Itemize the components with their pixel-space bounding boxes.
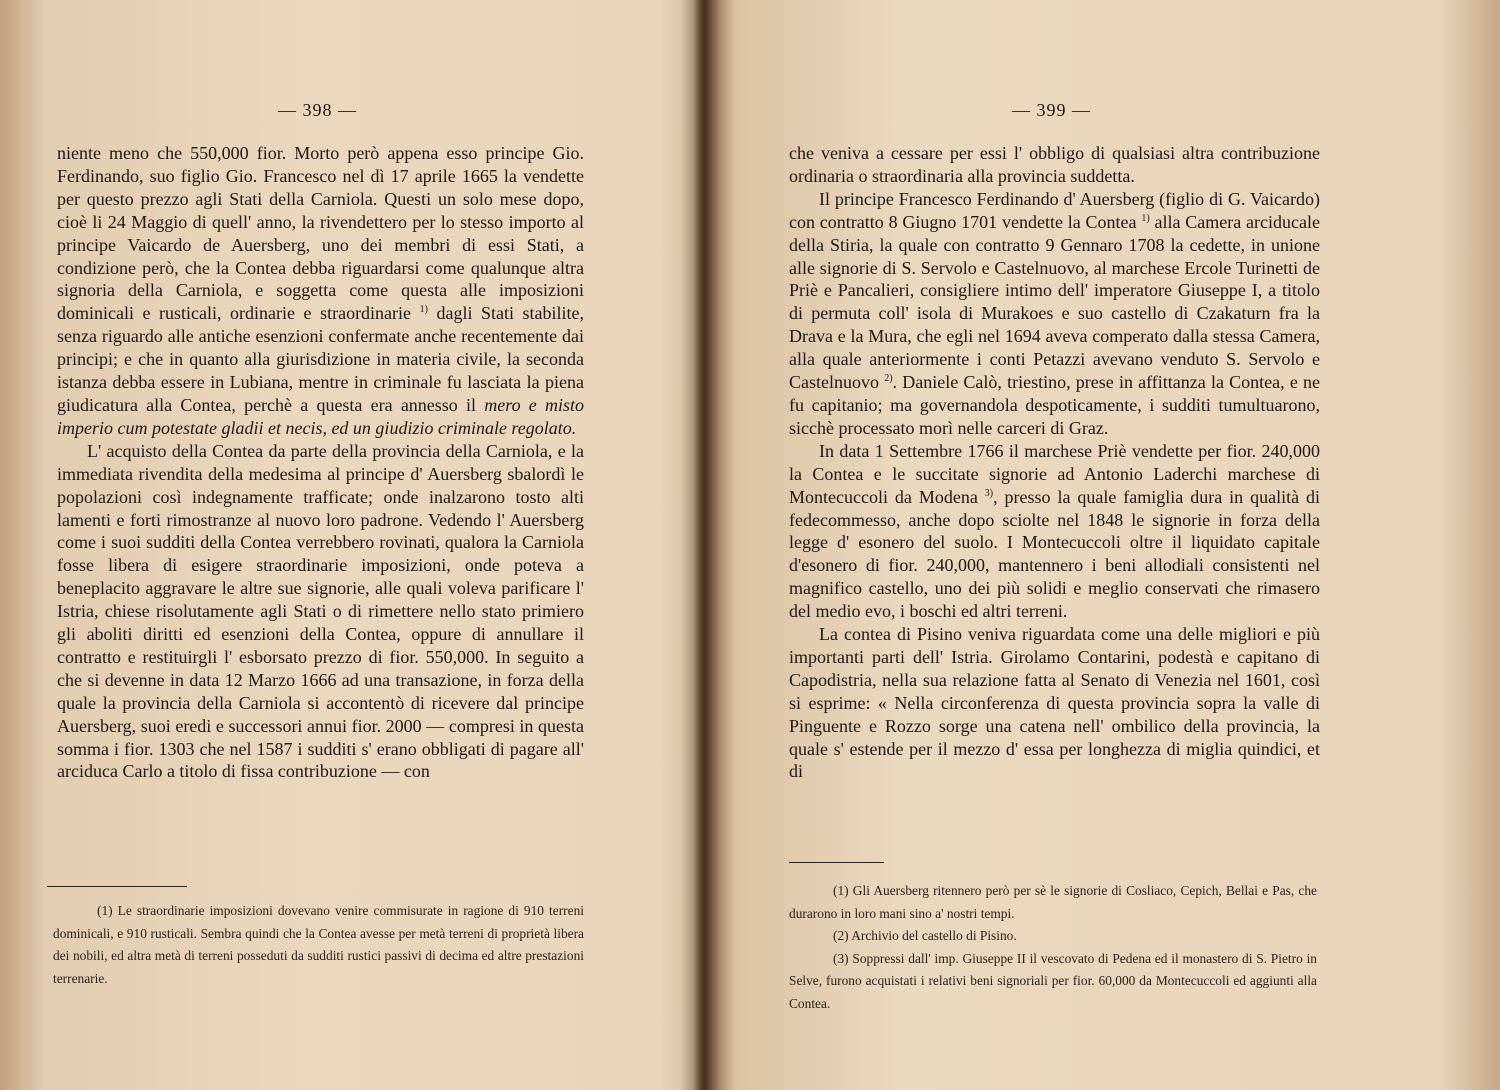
footnote-rule [789,862,884,863]
footnote-ref: 1) [1141,212,1150,224]
paragraph-text: . Daniele Calò, triestino, prese in affittanza la Contea, e ne fu capitanio; ma governandola despoticamente, i sudditi tumultuarono, sicchè processato morì nelle carceri di Graz. [789,372,1321,438]
page-number: — 399 — [1012,100,1091,120]
footnote-ref: 1) [419,304,428,316]
paragraph: L' acquisto della Contea da parte della provincia della Carniola, e la immediata rivendita della medesima al principe d' Auersberg sbalordì le popolazioni così indegnamente trafficate; onde inalzarono tosto alti lamenti e forti rimostranze al nuovo loro padrone. Vedendo l' Auersberg come i suoi sudditi della Contea verrebbero rovinati, qualora la Carniola fosse libera di esigere straordinarie imposizioni, onde poteva a beneplacito aggravare le altre sue signorie, alle quali voleva parificare l' Istria, chiese risolutamente agli Stati o di rimettere nello stato primiero gli aboliti diritti ed esenzioni della Contea, oppure di annullare il contratto e restituirgli l' esborsato prezzo di fior. 550,000. In seguito a che si devenne in data 12 Marzo 1666 ad una transazione, in forza della quale la provincia della Carniola si accontentò di ricevere dal principe Auersberg, suoi eredi e successori annui fior. 2000 — compresi in questa somma i fior. 1303 che nel 1587 i sudditi s' erano obbligati di pagare all' arciduca Carlo a titolo di fissa contribuzione — con [57,440,584,782]
footnote-ref: 2) [884,373,893,385]
right-page [700,0,1500,1090]
left-page [0,0,700,1090]
paragraph: che veniva a cessare per essi l' obbligo di qualsiasi altra contribuzione ordinaria o straordinaria alla provincia suddetta. [789,143,1320,186]
footnotes [789,880,1317,1015]
footnote: (3) Soppressi dall' imp. Giuseppe II il vescovato di Pedena ed il monastero di S. Pietro in Selve, furono acquistati i relativi beni signoriali per fior. 60,000 da Montecuccoli ed aggiunti alla Contea. [789,950,1317,1011]
paragraph [57,142,584,440]
page-body [57,142,584,783]
paragraph [789,440,1320,623]
paragraph: La contea di Pisino veniva riguardata come una delle migliori e più importanti parti dell' Istria. Girolamo Contarini, podestà e capitano di Capodistria, nella sua relazione fatta al Senato di Venezia nel 1601, così si esprime: « Nella circonferenza di questa provincia sopra la valle di Pinguente e Rozzo sorge una catena nell' ombilico della provincia, la quale s' estende per il mezzo d' essa per longhezza di miglia quindici, et di [789,624,1320,782]
footnote-rule [47,886,187,887]
footnote-ref: 3) [984,487,994,499]
paragraph-text: alla Camera arciducale della Stiria, la quale con contratto 9 Gennaro 1708 la cedette, in unione alle signorie di S. Servolo e Castelnuovo, al marchese Ercole Turinetti de Priè e Pancalieri, consigliere intimo dell' imperatore Giuseppe I, a titolo di permuta coll' isola di Murakoes e suo castello di Czakaturn fra la Drava e la Mura, che egli nel 1694 aveva comperato dalla stessa Camera, alla quale anteriormente i conti Petazzi avevano venduto S. Servolo e Castelnuovo [789,211,1320,393]
footnotes [53,900,584,990]
footnote: (1) Gli Auersberg ritennero però per sè le signorie di Cosliaco, Cepich, Bellai e Pas, che durarono in loro mani sino a' nostri tempi. [789,883,1317,921]
footnote: (2) Archivio del castello di Pisino. [833,928,1017,943]
footnote: (1) Le straordinarie imposizioni dovevano venire commisurate in ragione di 910 terreni dominicali, e 910 rusticali. Sembra quindi che la Contea avesse per metà terreni di proprietà libera dei nobili, ed altra metà di terreni posseduti da sudditi rustici passivi di decima ed altre prestazioni terrenarie. [53,903,584,986]
paragraph-text: In data 1 Settembre 1766 il marchese Priè vendette per fior. 240,000 la Contea e le succitate signorie ad Antonio Laderchi marchese di Montecuccoli da Modena [789,440,1320,507]
page-number: — 398 — [278,100,357,120]
paragraph-text: dagli Stati stabilite, senza riguardo alle antiche esenzioni confermate anche recentemente dai principi; e che in quanto alla giurisdizione in materia civile, la seconda istanza debba essere in Lubiana, mentre in criminale fu lasciata la piena giudicatura alla Contea, perchè a questa era annesso il [57,303,585,415]
paragraph-text: niente meno che 550,000 fior. Morto però appena esso principe Gio. Ferdinando, suo figlio Gio. Francesco nel dì 17 aprile 1665 la vendette per questo prezzo agli Stati della Carniola. Questi un solo mese dopo, cioè li 24 Maggio di quell' anno, la rivendettero per lo stesso importo al principe Vaicardo de Auersberg, uno dei membri di essi Stati, a condizione però, che la Contea debba riguardarsi come qualunque altra signoria della Carniola, e soggetta come questa alle imposizioni dominicali e rusticali, ordinarie e straordinarie [57,143,584,324]
paragraph-text: Il principe Francesco Ferdinando d' Auersberg (figlio di G. Vaicardo) con contratto 8 Giugno 1701 vendette la Contea [789,188,1320,232]
page-body [789,142,1320,783]
paragraph [789,188,1320,440]
italic-phrase: mero e misto imperio cum potestate gladii et necis, ed un giudizio criminale regolato. [57,394,584,438]
paragraph-text: , presso la quale famiglia dura in qualità di fedecommesso, anche dopo sciolte nel 1848 le signorie in forza della legge d' esonero del suolo. I Montecuccoli oltre il liquidato capitale d'esonero di fior. 240,000, mantennero i beni allodiali consistenti nel magnifico castello, uno dei più solidi e meglio conservati che rimasero del medio evo, i boschi ed altri terreni. [789,486,1320,622]
